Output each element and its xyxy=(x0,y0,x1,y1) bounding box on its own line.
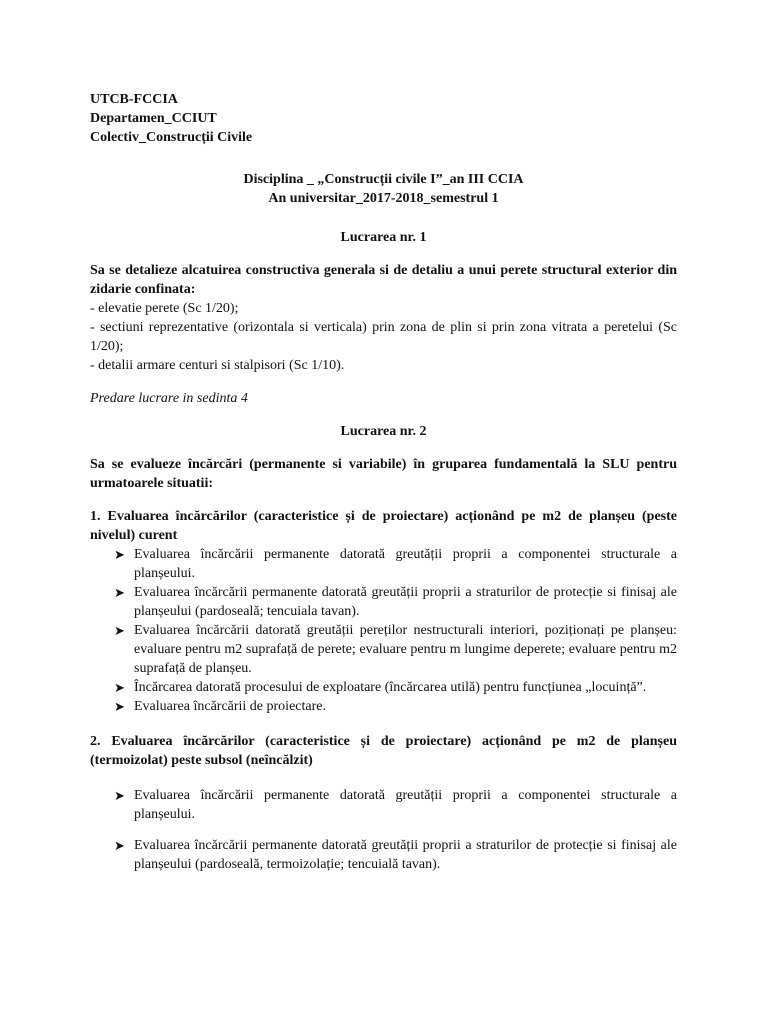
list-item-text: Evaluarea încărcării permanente datorată greutății proprii a componentei structurale a planșeului. xyxy=(134,788,677,822)
work1-item: - sectiuni reprezentative (orizontala si verticala) prin zona de plin si prin zona vitrata a peretelui (Sc 1/20); xyxy=(90,320,677,354)
list-item xyxy=(90,583,677,621)
list-item-text: Evaluarea încărcării permanente datorată greutății proprii a straturilor de protecție si finisaj ale planșeului (pardoseală, termoizolație; tencuială tavan). xyxy=(134,838,677,872)
arrowhead-bullet-icon: ➤ xyxy=(114,680,125,695)
list-item xyxy=(90,545,677,583)
work1-item: - elevatie perete (Sc 1/20); xyxy=(90,301,239,316)
spacer xyxy=(90,375,677,389)
work2-intro: Sa se evalueze încărcări (permanente si variabile) în gruparea fundamentală la SLU pentru urmatoarele situatii: xyxy=(90,457,677,491)
work1-item: - detalii armare centuri si stalpisori (Sc 1/10). xyxy=(90,358,345,373)
arrowhead-bullet-icon: ➤ xyxy=(114,623,125,638)
spacer xyxy=(90,441,677,455)
spacer xyxy=(90,493,677,507)
collective-name: Colectiv_Construcții Civile xyxy=(90,130,253,145)
arrowhead-bullet-icon: ➤ xyxy=(114,699,125,714)
work1-items xyxy=(90,299,677,375)
arrowhead-bullet-icon: ➤ xyxy=(114,585,125,600)
spacer xyxy=(90,770,677,786)
list-item xyxy=(90,786,677,824)
work1-intro: Sa se detalieze alcatuirea constructiva generala si de detaliu a unui perete structural exterior din zidarie confinata: xyxy=(90,263,677,297)
work1-title: Lucrarea nr. 1 xyxy=(340,230,427,245)
list-item-text: Evaluarea încărcării de proiectare. xyxy=(134,699,326,714)
list-item-text: Evaluarea încărcării permanente datorată greutății proprii a componentei structurale a planșeului. xyxy=(134,547,677,581)
arrowhead-bullet-icon: ➤ xyxy=(114,547,125,562)
section2-heading: 2. Evaluarea încărcărilor (caracteristice și de proiectare) acționând pe m2 de planșeu (termoizolat) peste subsol (neîncălzit) xyxy=(90,734,677,768)
work1-note: Predare lucrare in sedinta 4 xyxy=(90,391,248,406)
spacer xyxy=(90,824,677,836)
spacer xyxy=(90,716,677,732)
department-name: Departamen_CCIUT xyxy=(90,111,217,126)
arrowhead-bullet-icon: ➤ xyxy=(114,788,125,803)
arrowhead-bullet-icon: ➤ xyxy=(114,838,125,853)
section1-heading: 1. Evaluarea încărcărilor (caracteristice și de proiectare) acționând pe m2 de planșeu (peste nivelul) curent xyxy=(90,509,677,543)
list-item-text: Evaluarea încărcării permanente datorată greutății proprii a straturilor de protecție si finisaj ale planșeului (pardoseală; tencuiala tavan). xyxy=(134,585,677,619)
list-item xyxy=(90,678,677,697)
spacer xyxy=(90,208,677,227)
course-title xyxy=(90,170,677,208)
list-item xyxy=(90,836,677,874)
list-item xyxy=(90,621,677,678)
document-page xyxy=(90,90,677,874)
section1-list xyxy=(90,545,677,716)
list-item-text: Încărcarea datorată procesului de exploatare (încărcarea utilă) pentru funcțiunea „locuință”. xyxy=(134,680,647,695)
spacer xyxy=(90,408,677,422)
academic-year: An universitar_2017-2018_semestrul 1 xyxy=(268,191,499,206)
section2-list-cont xyxy=(90,836,677,874)
list-item xyxy=(90,697,677,716)
university-name: UTCB-FCCIA xyxy=(90,92,178,107)
list-item-text: Evaluarea încărcării datorată greutății pereților nestructurali interiori, poziționați pe planșeu: evaluare pentru m2 suprafață de perete; evaluare pentru m lungime deperete; evaluare pentru m2 suprafață de planșeu. xyxy=(134,623,677,676)
document-header xyxy=(90,90,677,147)
course-discipline: Disciplina _ „Construcții civile I”_an III CCIA xyxy=(243,172,524,187)
work2-title: Lucrarea nr. 2 xyxy=(340,424,427,439)
spacer xyxy=(90,247,677,261)
section2-list xyxy=(90,786,677,824)
spacer xyxy=(90,147,677,166)
